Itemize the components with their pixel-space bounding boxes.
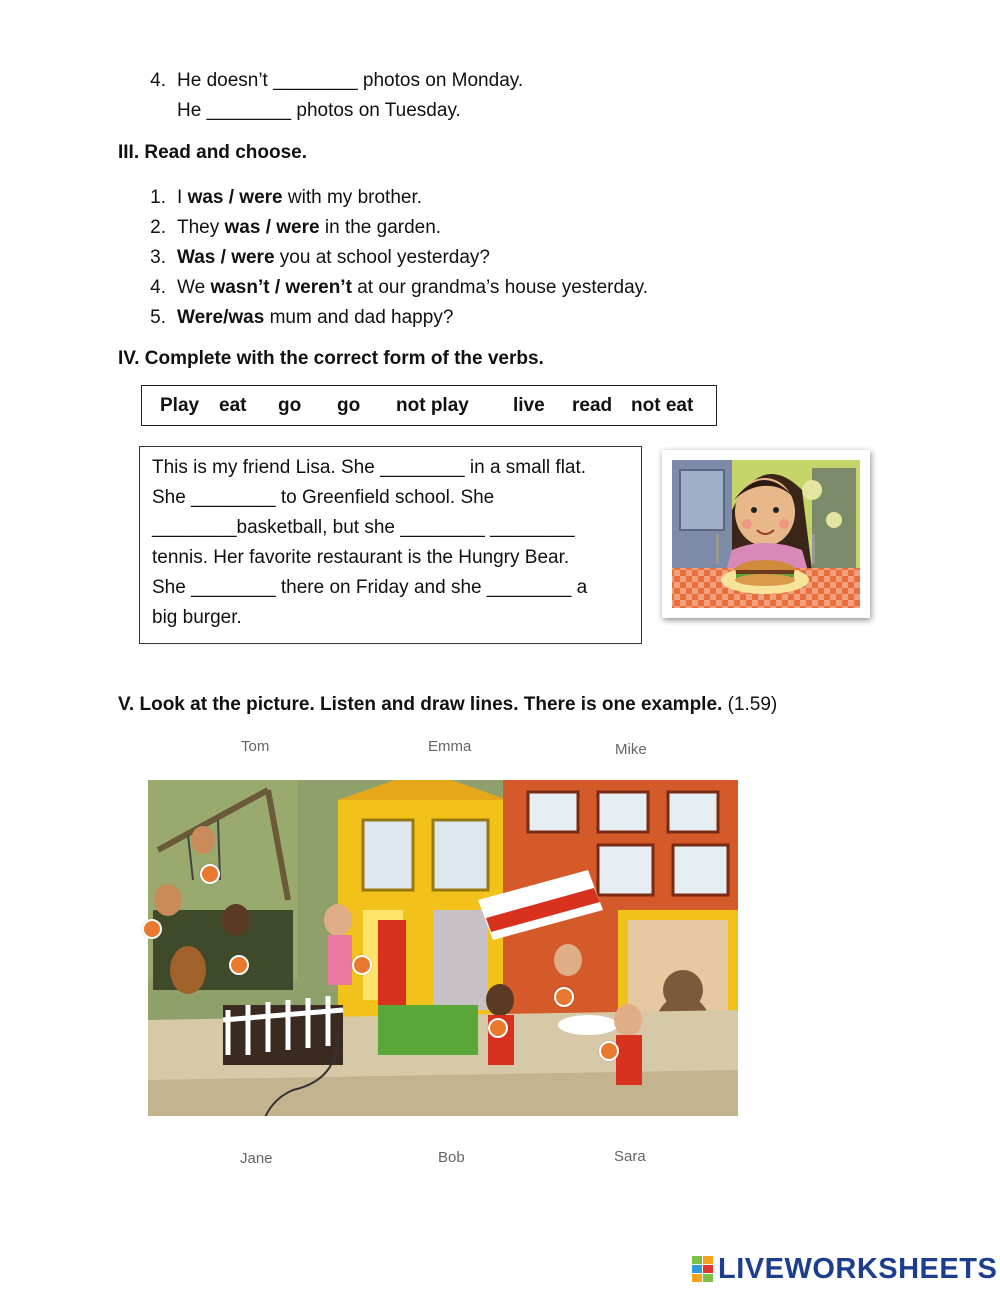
section3-item-post: you at school yesterday? [274, 247, 490, 268]
match-dot[interactable] [488, 1018, 508, 1038]
section3-item-number: 5. [150, 307, 166, 328]
section3-item-text [177, 215, 441, 241]
section3-item-post: at our grandma’s house yesterday. [351, 277, 648, 298]
word-bank-item: not eat [631, 395, 694, 416]
section3-heading: III. Read and choose. [118, 142, 307, 163]
match-dot[interactable] [599, 1041, 619, 1061]
section3-item-text [177, 305, 453, 331]
name-label-emma: Emma [428, 738, 472, 755]
match-dot[interactable] [142, 919, 162, 939]
section3-item-number: 1. [150, 187, 166, 208]
liveworksheets-logo-text: LIVEWORKSHEETS [718, 1253, 998, 1285]
section3-item-choice[interactable]: Were/was [177, 307, 265, 328]
q4-line2: He ________ photos on Tuesday. [177, 100, 461, 121]
liveworksheets-logo-icon [692, 1252, 714, 1286]
name-label-mike: Mike [615, 741, 647, 758]
cloze-line: This is my friend Lisa. She ________ in a small flat. [152, 457, 587, 478]
section3-item-number: 2. [150, 217, 166, 238]
word-bank-item: not play [396, 395, 469, 416]
liveworksheets-logo [692, 1252, 998, 1286]
cloze-text-box [139, 446, 642, 644]
section3-item-choice[interactable]: was / were [224, 217, 320, 238]
word-bank [141, 385, 717, 426]
word-bank-item: read [572, 395, 613, 416]
cloze-line: She ________ to Greenfield school. She [152, 487, 495, 508]
section3-item-post: in the garden. [319, 217, 442, 238]
word-bank-item: go [278, 395, 302, 416]
section3-item-number: 4. [150, 277, 166, 298]
section3-item-number: 3. [150, 247, 166, 268]
section3-item-text [177, 275, 648, 301]
name-label-sara: Sara [614, 1148, 646, 1165]
word-bank-item: live [513, 395, 545, 416]
section5-heading [118, 694, 777, 716]
name-label-jane: Jane [240, 1150, 273, 1167]
cloze-line: ________basketball, but she ________ ________ [152, 517, 575, 538]
q4-item [140, 68, 740, 128]
word-bank-item: eat [219, 395, 247, 416]
section3-item-choice[interactable]: wasn’t / weren’t [210, 277, 352, 298]
match-dot[interactable] [554, 987, 574, 1007]
match-dot[interactable] [229, 955, 249, 975]
cloze-line: big burger. [152, 607, 242, 628]
name-label-bob: Bob [438, 1149, 465, 1166]
section5-audio-ref: (1.59) [727, 694, 778, 715]
cloze-line: tennis. Her favorite restaurant is the Hungry Bear. [152, 547, 570, 568]
lisa-burger-picture [662, 450, 870, 618]
section3-item-pre: We [177, 277, 211, 298]
section3-item-pre: I [177, 187, 188, 208]
section3-item-post: mum and dad happy? [264, 307, 454, 328]
name-label-tom: Tom [241, 738, 270, 755]
street-scene-illustration [148, 780, 738, 1116]
section5-heading-text: V. Look at the picture. Listen and draw lines. There is one example. [118, 694, 723, 715]
section3-item-pre: They [177, 217, 225, 238]
match-dot[interactable] [200, 864, 220, 884]
section3-item-text [177, 245, 490, 271]
cloze-line: She ________ there on Friday and she ________ a [152, 577, 588, 598]
q4-line1: He doesn’t ________ photos on Monday. [177, 70, 524, 91]
section3-item-text [177, 185, 422, 211]
word-bank-item: Play [160, 395, 200, 416]
match-dot[interactable] [352, 955, 372, 975]
q4-number: 4. [150, 70, 166, 91]
section4-heading: IV. Complete with the correct form of the verbs. [118, 348, 544, 369]
section3-item-post: with my brother. [282, 187, 423, 208]
street-scene-picture [148, 780, 738, 1116]
lisa-illustration [662, 450, 870, 618]
word-bank-item: go [337, 395, 361, 416]
section3-item-choice[interactable]: Was / were [177, 247, 275, 268]
section3-item-choice[interactable]: was / were [187, 187, 283, 208]
